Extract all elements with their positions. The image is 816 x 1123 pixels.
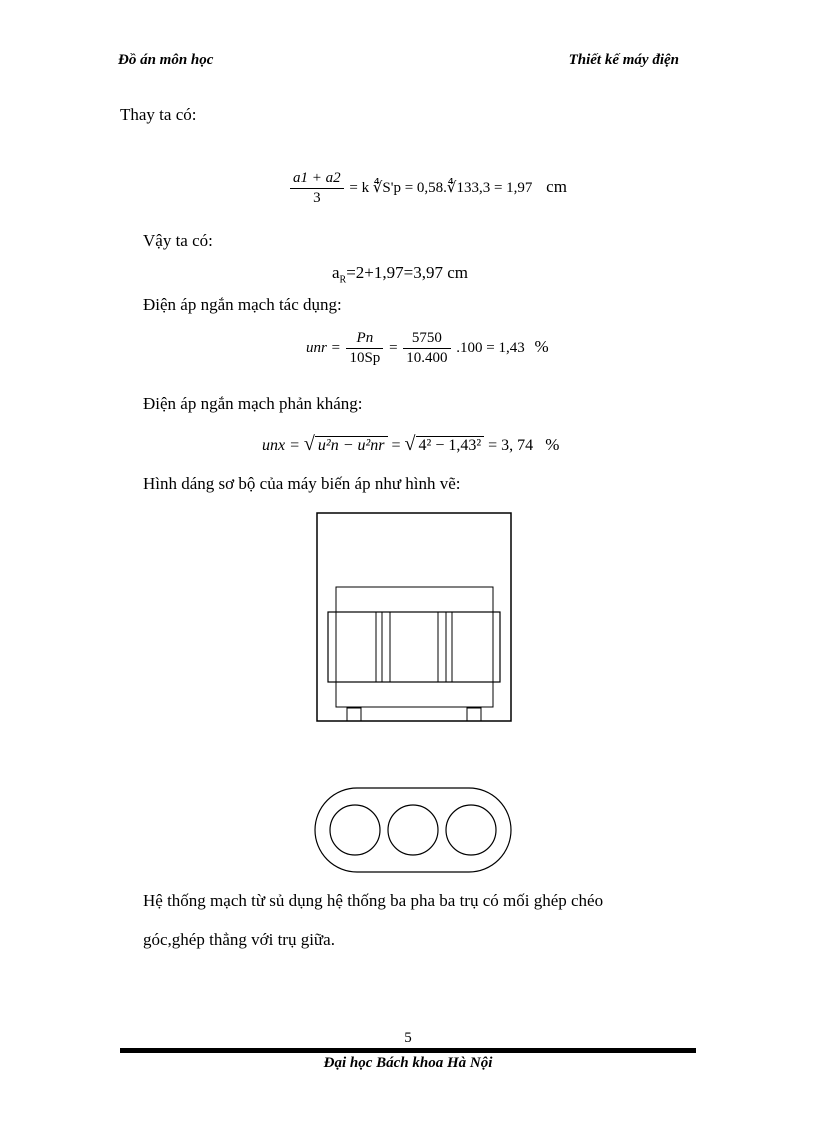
conclusion-line-1: Hệ thống mạch từ sủ dụng hệ thống ba pha ba trụ có mối ghép chéo <box>143 891 604 910</box>
eq2-fraction-2 <box>403 330 450 367</box>
footer-rule <box>120 1048 696 1053</box>
equation-2: unr = $\frac{Pn}{10Sp}$ = $\frac{5750}{10.400}$ .100 = 1,43 % <box>306 330 549 366</box>
page-number: 5 <box>404 1030 412 1046</box>
footer-institution: Đại học Bách khoa Hà Nội <box>323 1055 493 1071</box>
eq3-radicand-2: 4² − 1,43² <box>416 436 485 454</box>
eq2-unit: % <box>534 336 549 356</box>
eq3-unit: % <box>545 435 560 454</box>
hinh-dang-text: Hình dáng sơ bộ của máy biến áp như hình vẽ: <box>143 474 461 493</box>
eq2-lhs: unr = <box>306 339 341 356</box>
core-outline <box>336 587 493 707</box>
tank-outline <box>317 513 511 721</box>
eq1-numerator: a1 + a2 <box>290 170 344 189</box>
conclusion-line-2: góc,ghép thẳng với trụ giữa. <box>143 930 335 949</box>
dien-ap-tac-dung-text: Điện áp ngắn mạch tác dụng: <box>143 295 342 314</box>
limb-circle-3 <box>446 805 496 855</box>
ar-subscript: R <box>339 274 347 286</box>
eq2-frac1-num: Pn <box>346 330 383 349</box>
transformer-top-view-figure <box>314 787 512 873</box>
equation-1 <box>288 170 567 207</box>
eq3-lhs: unx = <box>262 437 300 454</box>
eq1-rhs: = k ∜S'p = 0,58.∜133,3 = 1,97 <box>349 179 533 196</box>
dien-ap-phan-khang-text: Điện áp ngắn mạch phản kháng: <box>143 394 363 413</box>
header-left: Đồ án môn học <box>118 52 214 68</box>
eq2-frac2-den: 10.400 <box>406 350 448 366</box>
ar-rest: =2+1,97=3,97 cm <box>346 263 468 282</box>
header-right: Thiết kế máy điện <box>568 52 679 68</box>
top-outline <box>315 788 511 872</box>
intro-text: Thay ta có: <box>120 105 197 124</box>
vay-ta-co-text: Vậy ta có: <box>143 231 213 250</box>
ar-line <box>332 262 468 291</box>
limb-circle-2 <box>388 805 438 855</box>
eq1-fraction <box>290 170 344 207</box>
ar-prefix: a <box>332 263 340 282</box>
foot-left <box>347 708 361 721</box>
eq2-frac2-num: 5750 <box>403 330 450 349</box>
limb-circle-1 <box>330 805 380 855</box>
eq2-fraction-1 <box>346 330 383 367</box>
eq3-radicand-1: u²n − u²nr <box>315 436 388 454</box>
eq3-rhs: = 3, 74 <box>488 437 534 454</box>
transformer-front-view-figure <box>316 512 512 722</box>
equation-3: unx = √ u²n − u²nr = √ 4² − 1,43² = 3, 74 % <box>262 433 560 455</box>
eq2-rhs: .100 = 1,43 <box>456 339 525 356</box>
winding-block <box>328 612 500 682</box>
foot-right <box>467 708 481 721</box>
eq1-unit: cm <box>546 176 567 196</box>
eq2-frac1-den: 10Sp <box>349 350 381 366</box>
eq1-denominator: 3 <box>313 190 321 206</box>
